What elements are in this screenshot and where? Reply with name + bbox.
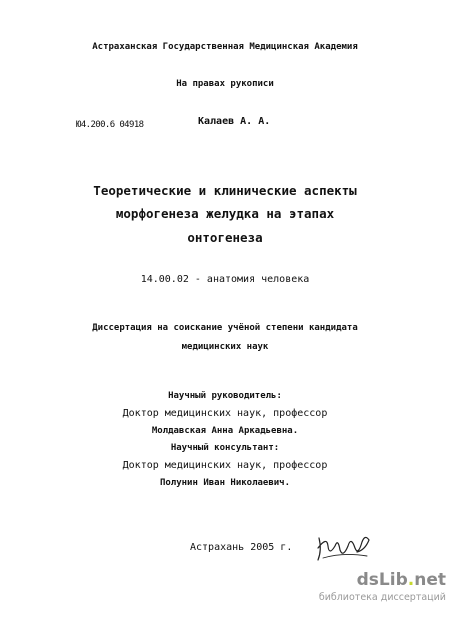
consultant-title: Доктор медицинских наук, профессор	[122, 460, 328, 471]
supervisor-name: Молдавская Анна Аркадьевна.	[151, 426, 299, 436]
institution-name: Астраханская Государственная Медицинская Академия	[92, 42, 358, 52]
supervisor-heading: Научный руководитель:	[168, 391, 282, 401]
supervisor-title: Доктор медицинских наук, профессор	[122, 408, 328, 419]
dslib-logo	[338, 572, 446, 589]
logo-tld-text: net	[414, 570, 446, 590]
logo-dot: .	[407, 570, 415, 590]
title-line-1: Теоретические и клинические аспекты	[93, 183, 357, 198]
handwritten-signature	[313, 528, 373, 564]
consultant-heading: Научный консультант:	[170, 443, 280, 453]
place-and-year: Астрахань 2005 г.	[190, 542, 293, 553]
title-line-2: морфогенеза желудка на этапах	[115, 206, 335, 221]
specialty-code: 14.00.02 - анатомия человека	[140, 274, 310, 285]
manuscript-note: На правах рукописи	[176, 79, 274, 89]
library-stamp-number: Ю4.200.6 04918	[76, 120, 144, 130]
degree-line-1: Диссертация на соискание учёной степени кандидата	[92, 323, 358, 333]
degree-line-2: медицинских наук	[181, 342, 269, 352]
logo-main-text: dsLib	[356, 570, 408, 590]
title-line-3: онтогенеза	[187, 230, 263, 245]
dslib-watermark	[318, 570, 446, 603]
author-name: Калаев А. А.	[198, 116, 271, 127]
watermark-subtitle: библиотека диссертаций	[318, 592, 446, 603]
consultant-name: Полунин Иван Николаевич.	[159, 478, 291, 488]
